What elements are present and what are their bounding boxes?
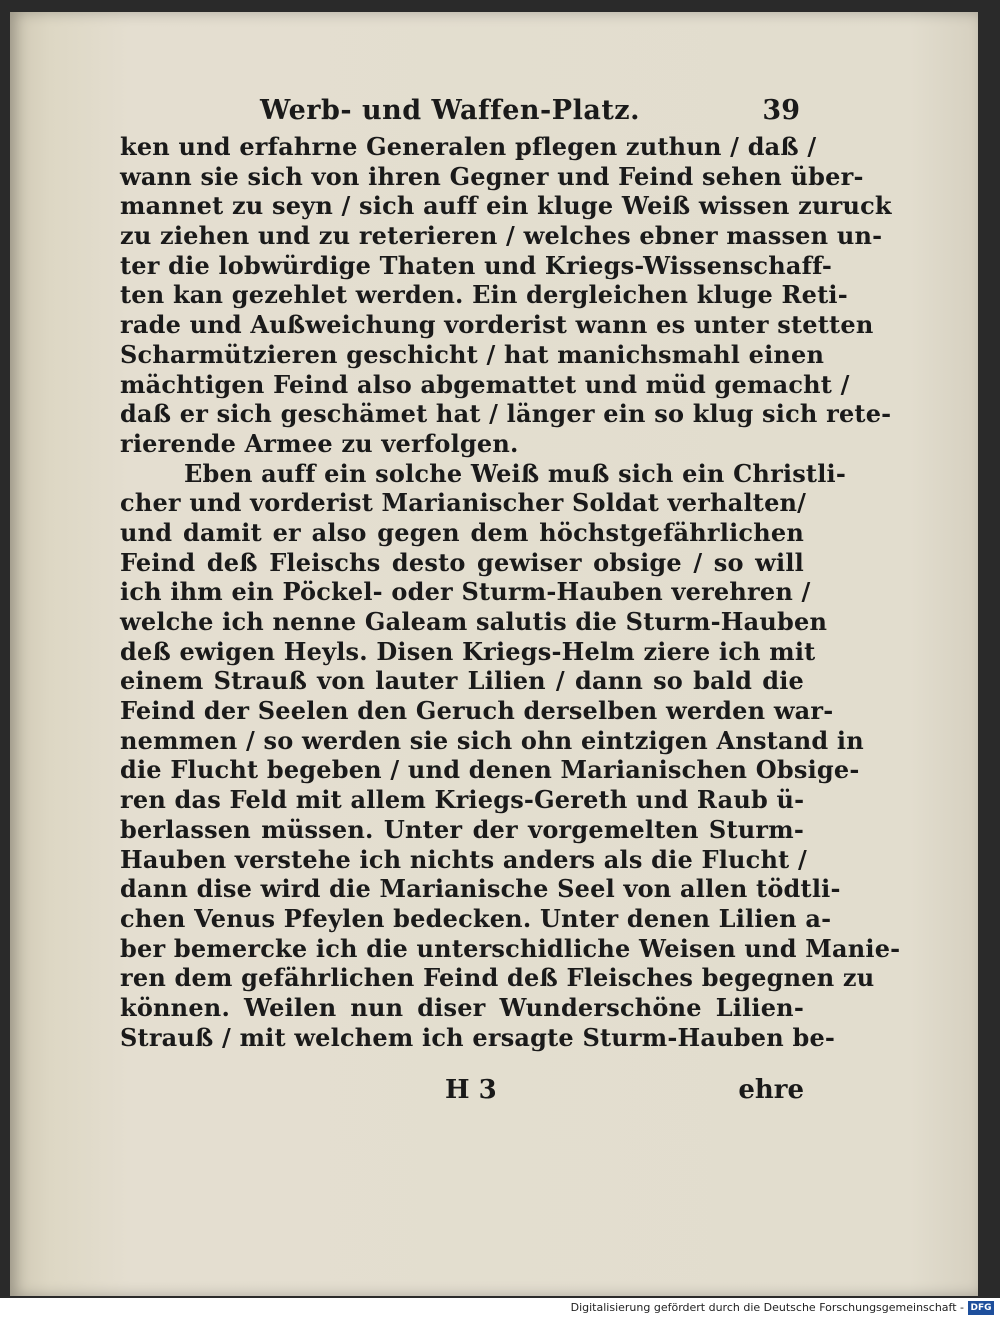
text-line: können. Weilen nun diser Wunderschöne Lilien-: [120, 992, 804, 1022]
text-line: welche ich nenne Galeam salutis die Sturm-Hauben: [120, 607, 828, 636]
dfg-logo-icon: DFG: [968, 1301, 994, 1315]
text-line: Feind deß Fleischs desto gewiser obsige / so will: [120, 547, 804, 577]
text-line: zu ziehen und zu reterieren / welches ebner massen un-: [120, 221, 883, 251]
text-line: wann sie sich von ihren Gegner und Feind sehen über-: [120, 161, 864, 191]
text-line: mannet zu seyn / sich auff ein kluge Weiß wissen zuruck: [120, 191, 892, 221]
text-line: chen Venus Pfeylen bedecken. Unter denen Lilien a-: [120, 903, 832, 933]
text-line: Scharmützieren geschicht / hat manichsmahl einen: [120, 339, 825, 369]
funding-credit: Digitalisierung gefördert durch die Deutsche Forschungsgemeinschaft -: [570, 1301, 964, 1314]
text-line: Strauß / mit welchem ich ersagte Sturm-Hauben be-: [120, 1022, 836, 1052]
running-head: Werb- und Waffen-Platz.: [260, 95, 641, 126]
text-line: Hauben verstehe ich nichts anders als die Flucht /: [120, 844, 807, 874]
page-header: [260, 95, 800, 135]
body-text: [120, 132, 901, 1052]
text-line: mächtigen Feind also abgemattet und müd gemacht /: [120, 369, 850, 399]
text-line: ren das Feld mit allem Kriegs-Gereth und Raub ü-: [120, 785, 805, 815]
text-line: und damit er also gegen dem höchstgefährlichen: [120, 517, 804, 547]
text-line: deß ewigen Heyls. Disen Kriegs-Helm ziere ich mit: [120, 636, 816, 666]
text-line: ber bemercke ich die unterschidliche Weisen und Manie-: [120, 933, 901, 963]
text-line: cher und vorderist Marianischer Soldat verhalten/: [120, 488, 807, 518]
text-line: daß er sich geschämet hat / länger ein so klug sich rete-: [120, 399, 892, 429]
text-line: berlassen müssen. Unter der vorgemelten Sturm-: [120, 814, 804, 844]
text-line: einem Strauß von lauter Lilien / dann so bald die: [120, 666, 804, 696]
credit-bar: [0, 1298, 1000, 1319]
text-line: ich ihm ein Pöckel- oder Sturm-Hauben verehren /: [120, 577, 811, 607]
text-line: ten kan gezehlet werden. Ein dergleichen kluge Reti-: [120, 280, 848, 310]
text-line: nemmen / so werden sie sich ohn eintzigen Anstand in: [120, 725, 864, 755]
text-line: rierende Armee zu verfolgen.: [120, 428, 519, 458]
page-footer: [120, 1075, 804, 1111]
text-line: ter die lobwürdige Thaten und Kriegs-Wissenschaff-: [120, 250, 832, 280]
signature-mark: H 3: [445, 1075, 497, 1105]
text-line: Eben auff ein solche Weiß muß sich ein Christli-: [184, 458, 847, 488]
page-number: 39: [762, 95, 800, 126]
text-line: ren dem gefährlichen Feind deß Fleisches begegnen zu: [120, 963, 875, 993]
catchword: ehre: [738, 1075, 804, 1105]
text-line: dann dise wird die Marianische Seel von allen tödtli-: [120, 874, 841, 904]
text-line: Feind der Seelen den Geruch derselben werden war-: [120, 696, 834, 726]
text-line: rade und Außweichung vorderist wann es unter stetten: [120, 310, 874, 340]
text-line: ken und erfahrne Generalen pflegen zuthun / daß /: [120, 132, 817, 161]
text-line: die Flucht begeben / und denen Marianischen Obsige-: [120, 755, 860, 785]
